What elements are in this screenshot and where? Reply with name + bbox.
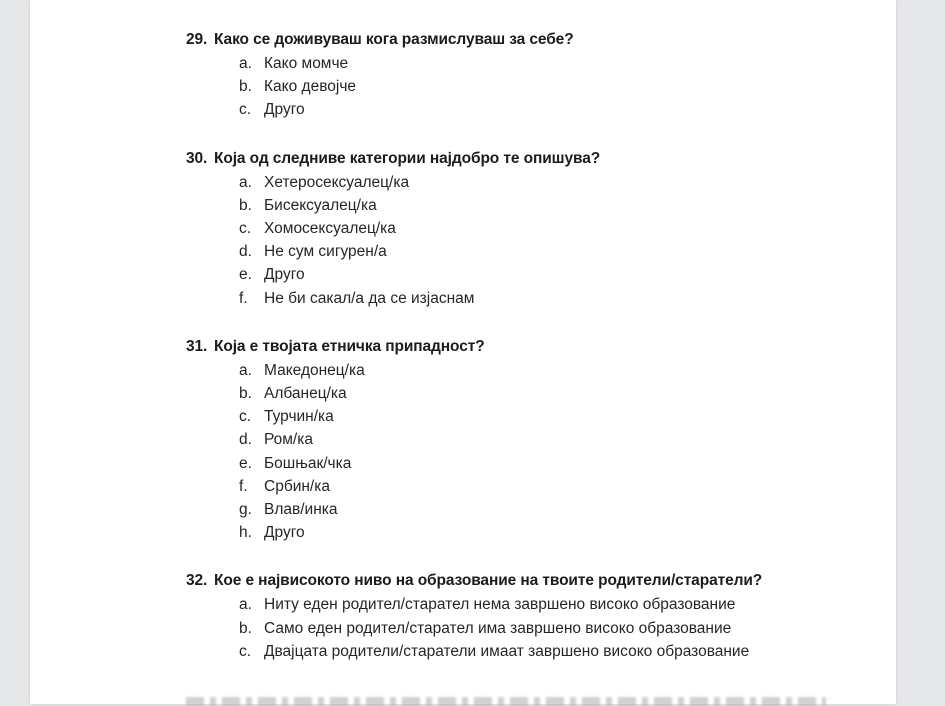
question-31 bbox=[186, 336, 866, 545]
question-29 bbox=[186, 29, 866, 122]
answer-option bbox=[239, 217, 866, 240]
answer-option bbox=[239, 640, 866, 663]
option-letter: h. bbox=[239, 524, 252, 542]
question-text: Како се доживуваш кога размислуваш за себе? bbox=[214, 31, 574, 48]
answer-option bbox=[239, 171, 866, 194]
question-32 bbox=[186, 570, 866, 663]
option-letter: a. bbox=[239, 173, 252, 191]
answer-option bbox=[239, 359, 866, 382]
option-text: Бисексуалец/ка bbox=[264, 196, 377, 214]
answer-option bbox=[239, 452, 866, 475]
question-number: 32. bbox=[186, 572, 208, 590]
question-text: Кое е највисокото ниво на образование на твоите родители/старатели? bbox=[214, 572, 763, 590]
option-text: Хомосексуалец/ка bbox=[264, 220, 396, 238]
question-text: Која е твојата етничка припадност? bbox=[214, 337, 485, 355]
answer-option bbox=[239, 263, 866, 286]
option-text: Не сум сигурен/а bbox=[264, 243, 387, 261]
option-text: Хетеросексуалец/ка bbox=[264, 173, 410, 191]
option-letter: g. bbox=[239, 501, 252, 519]
answer-option bbox=[239, 593, 866, 616]
option-letter: e. bbox=[239, 266, 252, 284]
answer-option bbox=[239, 428, 866, 451]
option-text: Друго bbox=[264, 524, 305, 542]
answer-options bbox=[239, 52, 866, 122]
answer-option bbox=[239, 617, 866, 640]
option-text: Македонец/ка bbox=[264, 361, 365, 379]
option-letter: d. bbox=[239, 243, 252, 261]
option-letter: c. bbox=[239, 408, 252, 426]
option-text: Не би сакал/а да се изјаснам bbox=[264, 289, 475, 307]
answer-option bbox=[239, 498, 866, 521]
question-heading bbox=[186, 148, 866, 170]
answer-option bbox=[239, 475, 866, 498]
option-text: Албанец/ка bbox=[264, 385, 347, 403]
option-letter: a. bbox=[239, 596, 252, 614]
answer-option bbox=[239, 405, 866, 428]
option-text: Ниту еден родител/старател нема завршено високо образование bbox=[264, 596, 736, 614]
option-letter: c. bbox=[239, 101, 252, 119]
answer-option bbox=[239, 521, 866, 544]
question-number: 29. bbox=[186, 31, 208, 48]
option-letter: d. bbox=[239, 431, 252, 449]
option-text: Бошњак/чка bbox=[264, 454, 352, 472]
cut-off-next-question bbox=[186, 697, 826, 706]
option-text: Влав/инка bbox=[264, 501, 338, 519]
option-text: Турчин/ка bbox=[264, 408, 334, 426]
option-text: Ром/ка bbox=[264, 431, 313, 449]
answer-option bbox=[239, 240, 866, 263]
option-letter: b. bbox=[239, 619, 252, 637]
answer-option bbox=[239, 98, 866, 121]
answer-option bbox=[239, 287, 866, 310]
option-text: Како момче bbox=[264, 55, 349, 72]
option-letter: b. bbox=[239, 385, 252, 403]
answer-option bbox=[239, 194, 866, 217]
answer-options bbox=[239, 593, 866, 663]
option-letter: b. bbox=[239, 78, 252, 96]
option-letter: f. bbox=[239, 477, 248, 495]
option-text: Како девојче bbox=[264, 78, 357, 96]
document-page bbox=[30, 0, 896, 704]
option-letter: b. bbox=[239, 196, 252, 214]
option-text: Друго bbox=[264, 101, 305, 119]
question-30 bbox=[186, 148, 866, 310]
question-heading bbox=[186, 570, 866, 592]
option-text: Србин/ка bbox=[264, 477, 330, 495]
option-letter: a. bbox=[239, 361, 252, 379]
question-number: 31. bbox=[186, 337, 208, 355]
answer-options bbox=[239, 171, 866, 310]
answer-option bbox=[239, 382, 866, 405]
question-heading bbox=[186, 336, 866, 358]
answer-option bbox=[239, 52, 866, 75]
question-list bbox=[186, 29, 866, 689]
option-text: Само еден родител/старател има завршено високо образование bbox=[264, 619, 732, 637]
option-text: Двајцата родители/старатели имаат завршено високо образование bbox=[264, 642, 750, 660]
option-text: Друго bbox=[264, 266, 305, 284]
question-number: 30. bbox=[186, 149, 208, 167]
option-letter: f. bbox=[239, 289, 248, 307]
answer-option bbox=[239, 75, 866, 98]
option-letter: c. bbox=[239, 642, 252, 660]
question-heading bbox=[186, 29, 866, 51]
option-letter: e. bbox=[239, 454, 252, 472]
answer-options bbox=[239, 359, 866, 545]
option-letter: c. bbox=[239, 220, 252, 238]
question-text: Која од следниве категории најдобро те опишува? bbox=[214, 149, 601, 167]
option-letter: a. bbox=[239, 55, 252, 72]
